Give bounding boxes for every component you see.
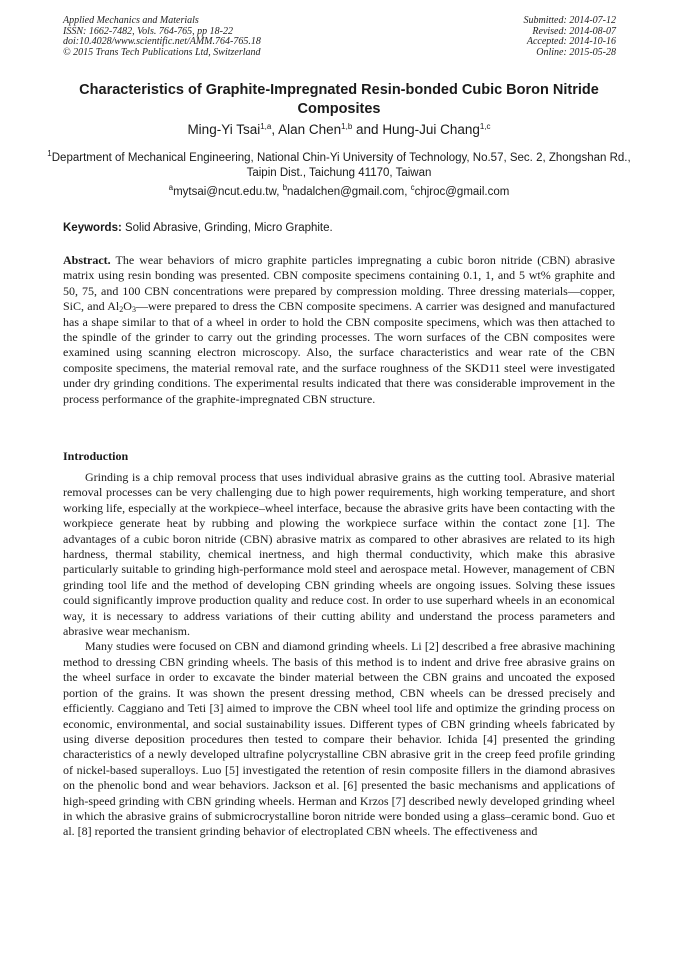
keywords-text: Solid Abrasive, Grinding, Micro Graphite. [121,222,333,234]
abstract-label: Abstract. [63,253,111,267]
abstract-text: O [123,299,132,314]
abstract-text: The wear behaviors of micro graphite particles impregnating a cubic boron nitride (CBN) abrasive matrix using resin bonding was presented. CBN composite specimens containing 0.1, 1, and 5 wt% graphite and 50, 75, and 100 CBN concentrations were prepared by compression molding. Three dressing materials—copper, SiC, and Al [63,253,615,314]
author-separator: , [271,122,279,137]
copyright-line: © 2015 Trans Tech Publications Ltd, Switzerland [63,46,261,58]
email-separator: , [404,186,411,198]
journal-header-left [63,16,261,58]
abstract-text: —were prepared to dress the CBN composite specimens. A carrier was designed and manufactured has a shape similar to that of a wheel in order to hold the CBN composite specimens, which was then attached to the spindle of the grinder to carry out the grinding processes. The worn surfaces of the CBN composites were examined using scanning electron microscopy. Also, the surface characteristics and wear rate of the CBN composite specimens, the material removal rate, and the surface roughness of the SKD11 steel were investigated under dry grinding conditions. The experimental results indicated that there was considerable improvement in the process performance of the graphite-impregnated CBN structure. [63,299,615,406]
author-superscript: 1,c [479,122,491,131]
paper-title: Characteristics of Graphite-Impregnated Resin-bonded Cubic Boron Nitride Composites [79,82,599,117]
author-superscript: 1,a [260,122,272,131]
author-name: Alan Chen [278,122,342,137]
email-list [40,185,638,200]
email-separator: , [276,186,283,198]
email-superscript: a [168,183,174,192]
section-heading-introduction: Introduction [63,449,129,463]
affiliation-superscript: 1 [47,149,52,158]
introduction-body [63,470,615,840]
journal-header-right [524,16,617,58]
abstract-subscript: 3 [131,305,136,315]
keywords [63,221,615,235]
accepted-date: Accepted: 2014-10-16 [526,36,616,47]
body-paragraph: Many studies were focused on CBN and diamond grinding wheels. Li [2] described a free abrasive machining method to dressing CBN grinding wheels. The basis of this method is to indent and drive free abrasive grains on the wheel surface in order to excavate the binder material between the CBN grains and uncoated the exposed portion of the grains. It was shown the present dressing method, CBN wheels can be dressed precisely and efficiently. Caggiano and Teti [3] aimed to improve the CBN wheel tool life and optimize the grinding process on economic, environmental, and social sustainability issues. Different types of CBN grinding wheels fabricated by using diverse deposition procedures then tested to compare their behavior. Ichida [4] presented the grinding characteristics of a newly developed ultrafine polycrystalline CBN abrasive grit in the creep feed profile grinding of nickel-based superalloys. Luo [5] investigated the retention of resin composite fillers in the diamond abrasives on the phenolic bond and wear behaviors. Jackson et al. [6] presented the basic mechanisms and applications of high-speed grinding with CBN grinding wheels. Herman and Krzos [7] described newly developed grinding wheel in which the abrasive grains of submicrocrystalline boron nitride were bonded using a glass–ceramic bond. Guo et al. [8] reported the transient grinding behavior of electroplated CBN wheels. The effectiveness and [63,639,615,839]
email-address: mytsai@ncut.edu.tw [173,186,277,198]
author-name: Ming-Yi Tsai [187,122,261,137]
revised-date: Revised: 2014-08-07 [532,25,616,37]
journal-name: Applied Mechanics and Materials [63,15,199,26]
author-separator: and [352,122,383,137]
abstract [63,253,615,407]
author-superscript: 1,b [341,122,353,131]
body-paragraph: Grinding is a chip removal process that uses individual abrasive grains as the cutting tool. Abrasive material removal processes can be very challenging due to high power requirements, high working temperature, and short working life, especially at the workpiece–wheel interface, because the abrasive grits have been contacting with the workpiece generate heat by rubbing and plowing the workpiece surface within the contact zone [1]. The advantages of a cubic boron nitride (CBN) abrasive matrix as compared to other abrasives are related to its high hardness, thermal stability, chemical inertness, and high thermal conductivity, which make this abrasive particularly suitable to grinding high-performance mold steel and aerospace metal. However, management of CBN grinding tool life and the method of developing CBN grinding wheels are ongoing issues. Solving these issues could significantly improve production quality and reduce cost. In order to use superhard wheels in an economical way, it is necessary to address variations of their cutting ability and understand the process parameters and abrasive wear mechanism. [63,470,615,639]
keywords-label: Keywords: [63,222,122,234]
issn-line: ISSN: 1662-7482, Vols. 764-765, pp 18-22 [63,25,233,37]
online-date: Online: 2015-05-28 [536,46,616,58]
affiliation [40,151,638,181]
email-superscript: b [282,183,288,192]
abstract-subscript: 2 [119,305,124,315]
email-address: nadalchen@gmail.com [287,186,405,198]
doi-line: doi:10.4028/www.scientific.net/AMM.764-765.18 [63,36,261,47]
submitted-date: Submitted: 2014-07-12 [523,15,616,26]
author-list [40,121,638,138]
email-superscript: c [410,183,415,192]
email-address: chjroc@gmail.com [414,186,510,198]
affiliation-text: Department of Mechanical Engineering, National Chin-Yi University of Technology, No.57, Sec. 2, Zhongshan Rd., Taipin Dist., Taichung 41170, Taiwan [51,152,631,179]
author-name: Hung-Jui Chang [382,122,480,137]
